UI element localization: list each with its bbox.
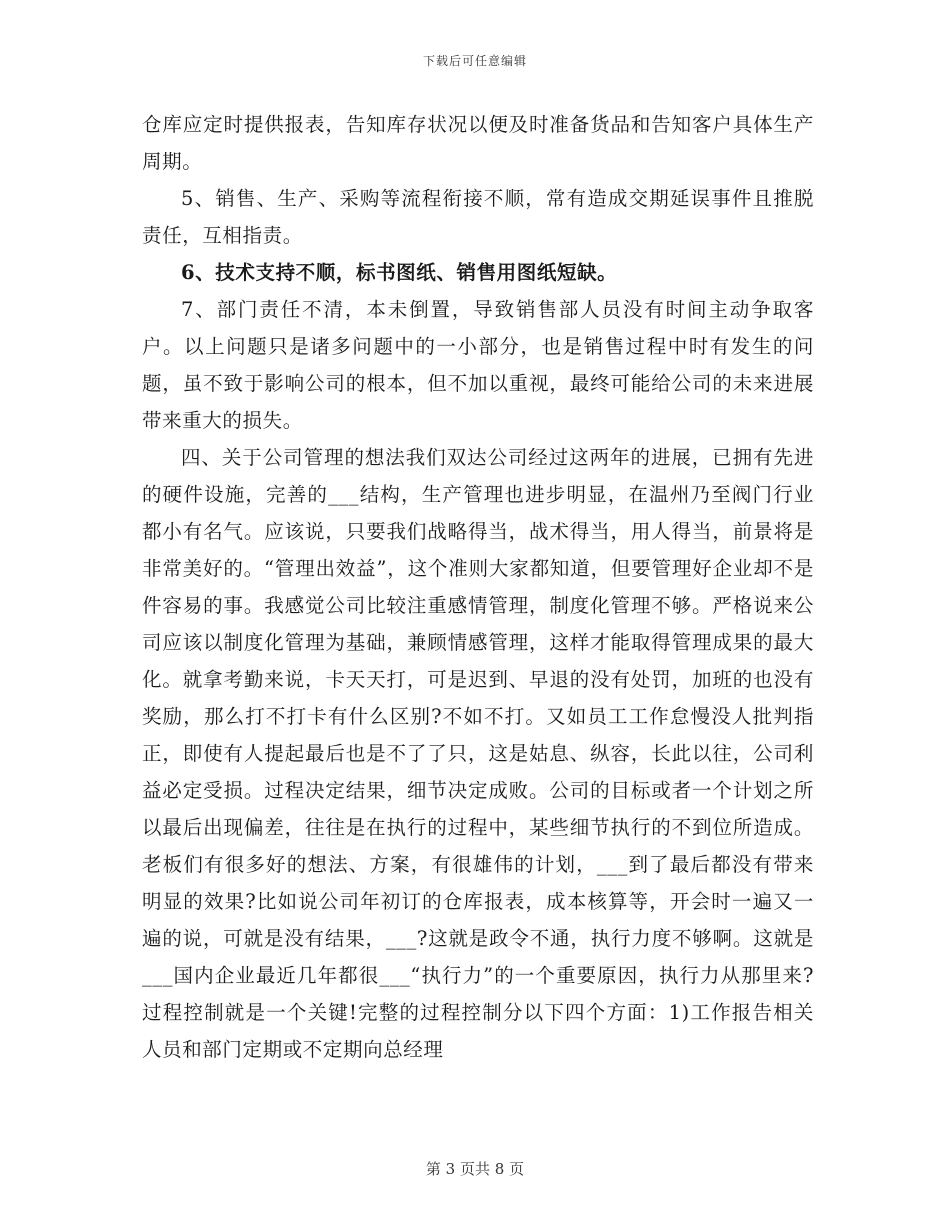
paragraph-section-4: 四、关于公司管理的想法我们双达公司经过这两年的进展，已拥有先进的硬件设施，完善的___结构，生产管理也进步明显，在温州乃至阀门行业都小有名气。应该说，只要我们战略得当，战术得当，用人得当，前景将是非常美好的。“管理出效益”，这个准则大家都知道，但要管理好企业却不是件容易的事。我感觉公司比较注重感情管理，制度化管理不够。严格说来公司应该以制度化管理为基础，兼顾情感管理，这样才能取得管理成果的最大化。就拿考勤来说，卡天天打，可是迟到、早退的没有处罚，加班的也没有奖励，那么打不打卡有什么区别?不如不打。又如员工工作怠慢没人批判指正，即使有人提起最后也是不了了只，这是姑息、纵容，长此以往，公司利益必定受损。过程决定结果，细节决定成败。公司的目标或者一个计划之所以最后出现偏差，往往是在执行的过程中，某些细节执行的不到位所造成。老板们有很多好的想法、方案，有很雄伟的计划，___到了最后都没有带来明显的效果?比如说公司年初订的仓库报表，成本核算等，开会时一遍又一遍的说，可就是没有结果，___?这就是政令不通，执行力度不够啊。这就是___国内企业最近几年都很___“执行力”的一个重要原因，执行力从那里来?过程控制就是一个关键!完整的过程控制分以下四个方面：1)工作报告相关人员和部门定期或不定期向总经理 (142, 446, 814, 1061)
paragraph-item-6: 6、技术支持不顺，标书图纸、销售用图纸短缺。 (181, 261, 618, 284)
document-body (142, 106, 814, 1068)
page-header: 下载后可任意编辑 (422, 54, 527, 68)
paragraph-warehouse-report: 仓库应定时提供报表，告知库存状况以便及时准备货品和告知客户具体生产周期。 (142, 113, 814, 173)
page-footer: 第 3 页共 8 页 (425, 1160, 525, 1178)
paragraph-item-7: 7、部门责任不清，本未倒置，导致销售部人员没有时间主动争取客户。以上问题只是诸多问题中的一小部分，也是销售过程中时有发生的问题，虽不致于影响公司的根本，但不加以重视，最终可能给公司的未来进展带来重大的损失。 (142, 298, 814, 432)
paragraph-item-5: 5、销售、生产、采购等流程衔接不顺，常有造成交期延误事件且推脱责任，互相指责。 (142, 187, 814, 247)
